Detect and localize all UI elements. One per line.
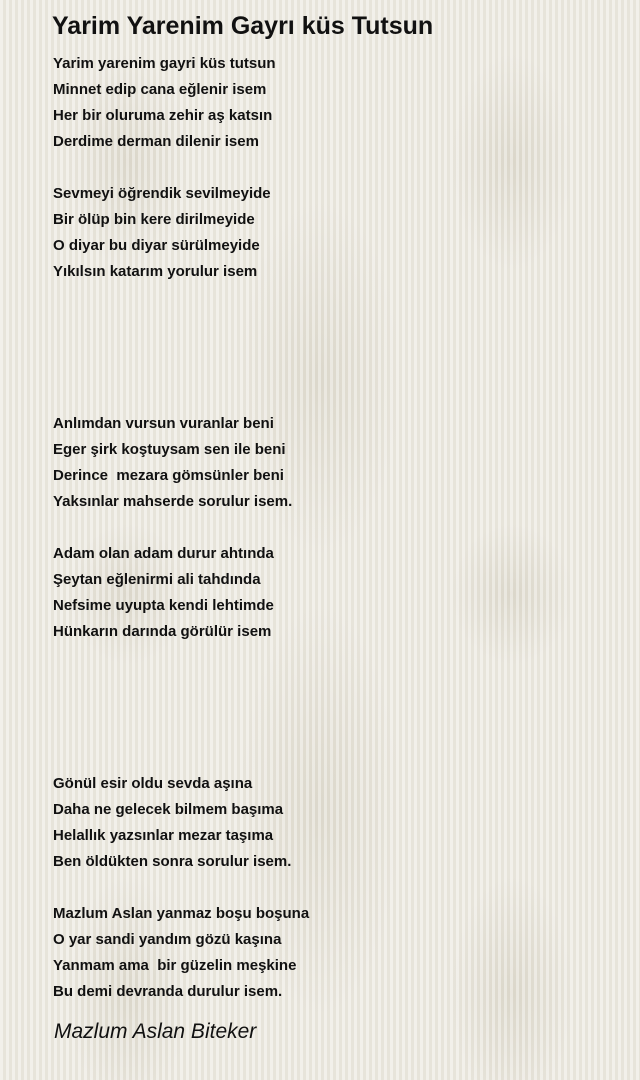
poem-line: O diyar bu diyar sürülmeyide [53, 237, 260, 254]
poem-line: Yıkılsın katarım yorulur isem [53, 263, 258, 280]
poem-line: Yaksınlar mahserde sorulur isem. [53, 493, 293, 510]
poem-line: Anlımdan vursun vuranlar beni [53, 415, 274, 432]
poem-line: Gönül esir oldu sevda aşına [53, 775, 253, 792]
poem-line: Derdime derman dilenir isem [53, 133, 259, 150]
poem-line: Derince mezara gömsünler beni [53, 467, 284, 484]
stanza-1 [53, 51, 276, 155]
poem-line: Bu demi devranda durulur isem. [53, 983, 283, 1000]
poem-title: Yarim Yarenim Gayrı küs Tutsun [52, 12, 434, 40]
stanza-6 [53, 901, 309, 1005]
poem-line: Hünkarın darında görülür isem [53, 623, 272, 640]
poem-line: Ben öldükten sonra sorulur isem. [53, 853, 292, 870]
poem-line: O yar sandi yandım gözü kaşına [53, 931, 282, 948]
stanza-4 [53, 541, 274, 645]
poem-line: Sevmeyi öğrendik sevilmeyide [53, 185, 271, 202]
poem-line: Adam olan adam durur ahtında [53, 545, 274, 562]
poem-line: Minnet edip cana eğlenir isem [53, 81, 267, 98]
poem-line: Mazlum Aslan yanmaz boşu boşuna [53, 905, 310, 922]
poem-line: Yarim yarenim gayri küs tutsun [53, 55, 276, 72]
stanza-2 [53, 181, 271, 285]
poem-line: Eger şirk koştuysam sen ile beni [53, 441, 286, 458]
poem-line: Nefsime uyupta kendi lehtimde [53, 597, 274, 614]
poem-line: Yanmam ama bir güzelin meşkine [53, 957, 297, 974]
poem-line: Şeytan eğlenirmi ali tahdında [53, 571, 261, 588]
poem-line: Daha ne gelecek bilmem başıma [53, 801, 284, 818]
poem-line: Bir ölüp bin kere dirilmeyide [53, 211, 255, 228]
poem-author: Mazlum Aslan Biteker [54, 1020, 257, 1043]
stanza-3 [53, 411, 292, 515]
poem-line: Helallık yazsınlar mezar taşıma [53, 827, 274, 844]
poem-line: Her bir oluruma zehir aş katsın [53, 107, 273, 124]
stanza-5 [53, 771, 291, 875]
